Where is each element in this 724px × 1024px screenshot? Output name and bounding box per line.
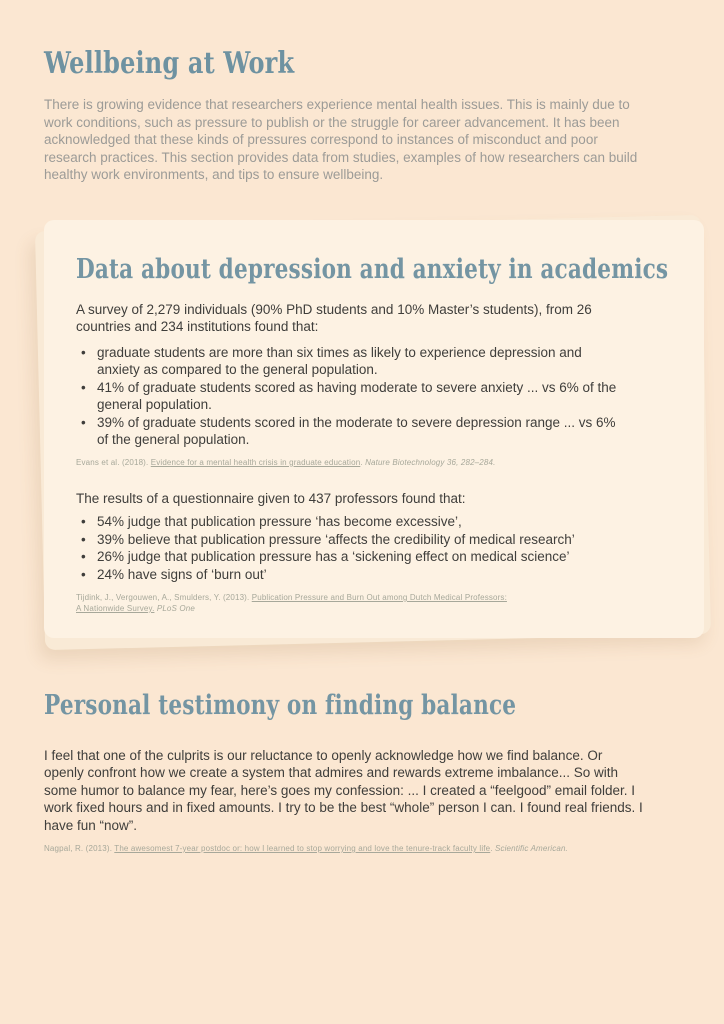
list-item: • 39% of graduate students scored in the moderate to severe depression range ... vs 6% of the general population. bbox=[76, 414, 624, 449]
citation-authors: Evans et al. (2018). bbox=[76, 457, 151, 467]
survey-bullet-list bbox=[76, 344, 624, 449]
section-heading-testimony: Personal testimony on finding balance bbox=[44, 689, 517, 721]
citation-journal: Nature Biotechnology 36, 282–284. bbox=[365, 457, 496, 467]
card-heading: Data about depression and anxiety in academics bbox=[76, 253, 669, 285]
citation-journal: PLoS One bbox=[156, 604, 195, 613]
list-item: • 24% have signs of ‘burn out’ bbox=[76, 566, 624, 584]
citation-separator: . bbox=[490, 844, 495, 853]
list-item: • 26% judge that publication pressure has a ‘sickening effect on medical science’ bbox=[76, 548, 624, 566]
citation-separator: . bbox=[360, 457, 366, 467]
list-item: • 41% of graduate students scored as having moderate to severe anxiety ... vs 6% of the general population. bbox=[76, 379, 624, 414]
citation-link-line1: Publication Pressure and Burn Out among Dutch Medical Professors: bbox=[251, 593, 507, 602]
citation-evans-link[interactable]: Evidence for a mental health crisis in graduate education bbox=[150, 457, 361, 467]
questionnaire-bullet-list bbox=[76, 513, 624, 583]
survey-intro-text: A survey of 2,279 individuals (90% PhD students and 10% Master’s students), from 26 countries and 234 institutions found that: bbox=[76, 301, 592, 334]
testimony-paragraph: I feel that one of the culprits is our reluctance to openly acknowledge how we find balance. Or openly confront how we create a system that admires and rewards extreme imbalance... So with some humor to balance my fear, here’s goes my confession: ... I created a “feelgood” email folder. I work fixed hours and in fixed amounts. I try to be the best “whole” person I can. I found real friends. I have fun “now”. bbox=[44, 747, 643, 833]
list-item: • 54% judge that publication pressure ‘has become excessive’, bbox=[76, 513, 624, 531]
citation-link-line2: A Nationwide Survey. bbox=[76, 604, 155, 613]
citation-authors: Nagpal, R. (2013). bbox=[44, 844, 115, 853]
citation-tijdink bbox=[76, 592, 704, 614]
citation-authors: Tijdink, J., Vergouwen, A., Smulders, Y. (2013). bbox=[76, 593, 252, 602]
intro-paragraph: There is growing evidence that researchers experience mental health issues. This is mainly due to work conditions, such as pressure to publish or the struggle for career advancement. It has been acknowledged that these kinds of pressures correspond to instances of misconduct and poor research practices. This section provides data from studies, examples of how researchers can build healthy work environments, and tips to ensure wellbeing. bbox=[44, 97, 638, 182]
citation-nagpal bbox=[44, 843, 704, 854]
citation-nagpal-link[interactable]: The awesomest 7-year postdoc or: how I learned to stop worrying and love the tenure-track faculty life bbox=[114, 844, 491, 853]
questionnaire-intro-text: The results of a questionnaire given to 437 professors found that: bbox=[76, 490, 466, 506]
citation-evans bbox=[76, 457, 704, 468]
citation-journal: Scientific American. bbox=[494, 844, 568, 853]
list-item: • graduate students are more than six times as likely to experience depression and anxiety as compared to the general population. bbox=[76, 344, 624, 379]
depression-data-card bbox=[44, 220, 704, 638]
page-title: Wellbeing at Work bbox=[44, 46, 295, 81]
list-item: • 39% believe that publication pressure ‘affects the credibility of medical research’ bbox=[76, 531, 624, 549]
